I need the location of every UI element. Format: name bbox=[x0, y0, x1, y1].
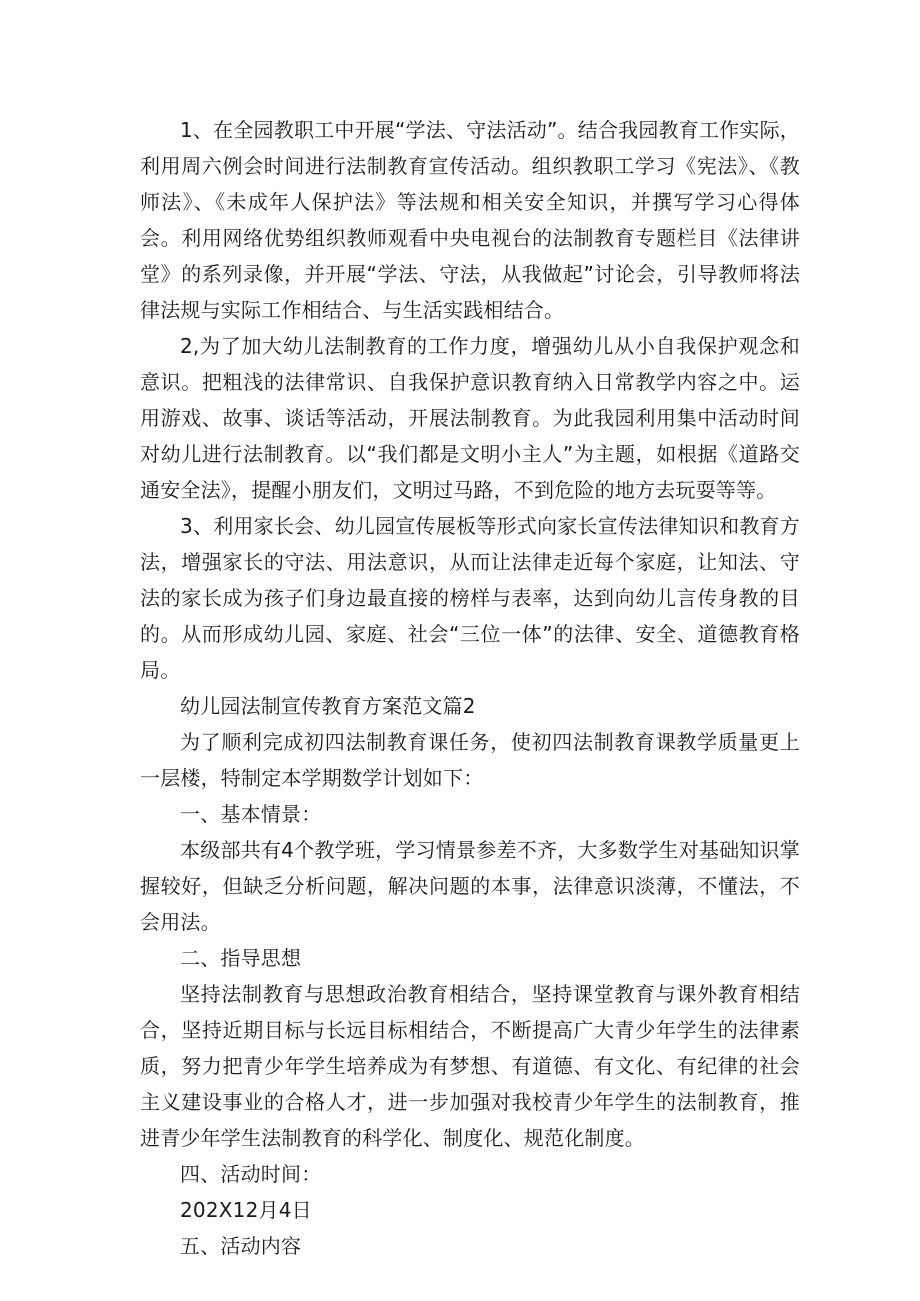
section-title: 幼儿园法制宣传教育方案范文篇2 bbox=[180, 694, 476, 718]
heading-activity-content: 五、活动内容 bbox=[180, 1234, 302, 1258]
heading-guiding-thought: 二、指导思想 bbox=[180, 946, 302, 970]
paragraph-1: 1、在全园教职工中开展“学法、守法活动”。结合我园教育工作实际，利用周六例会时间进行法制教育宣传活动。组织教职工学习《宪法》、《教师法》、《未成年人保护法》等法规和相关安全知识，并撰写学习心得体会。利用网络优势组织教师观看中央电视台的法制教育专题栏目《法律讲堂》的系列录像，并开展“学法、守法，从我做起”讨论会，引导教师将法律法规与实际工作相结合、与生活实践相结合。 bbox=[140, 118, 800, 322]
paragraph-basic-situation: 本级部共有4个教学班，学习情景参差不齐，大多数学生对基础知识掌握较好，但缺乏分析问题，解决问题的本事，法律意识淡薄，不懂法，不会用法。 bbox=[140, 838, 800, 934]
activity-date: 202X12月4日 bbox=[180, 1198, 312, 1222]
paragraph-guiding-thought: 坚持法制教育与思想政治教育相结合，坚持课堂教育与课外教育相结合，坚持近期目标与长远目标相结合，不断提高广大青少年学生的法律素质，努力把青少年学生培养成为有梦想、有道德、有文化、有纪律的社会主义建设事业的合格人才，进一步加强对我校青少年学生的法制教育，推进青少年学生法制教育的科学化、制度化、规范化制度。 bbox=[140, 982, 800, 1150]
heading-basic-situation: 一、基本情景： bbox=[180, 802, 322, 826]
document-page bbox=[140, 112, 800, 1264]
paragraph-2: 2,为了加大幼儿法制教育的工作力度，增强幼儿从小自我保护观念和意识。把粗浅的法律常识、自我保护意识教育纳入日常教学内容之中。运用游戏、故事、谈话等活动，开展法制教育。为此我园利用集中活动时间对幼儿进行法制教育。以“我们都是文明小主人”为主题，如根据《道路交通安全法》，提醒小朋友们，文明过马路，不到危险的地方去玩耍等等。 bbox=[140, 334, 800, 502]
paragraph-intro: 为了顺利完成初四法制教育课任务，使初四法制教育课教学质量更上一层楼，特制定本学期数学计划如下： bbox=[140, 730, 800, 790]
paragraph-3: 3、利用家长会、幼儿园宣传展板等形式向家长宣传法律知识和教育方法，增强家长的守法、用法意识，从而让法律走近每个家庭，让知法、守法的家长成为孩子们身边最直接的榜样与表率，达到向幼儿言传身教的目的。从而形成幼儿园、家庭、社会“三位一体”的法律、安全、道德教育格局。 bbox=[140, 514, 800, 682]
heading-activity-time: 四、活动时间： bbox=[180, 1162, 322, 1186]
